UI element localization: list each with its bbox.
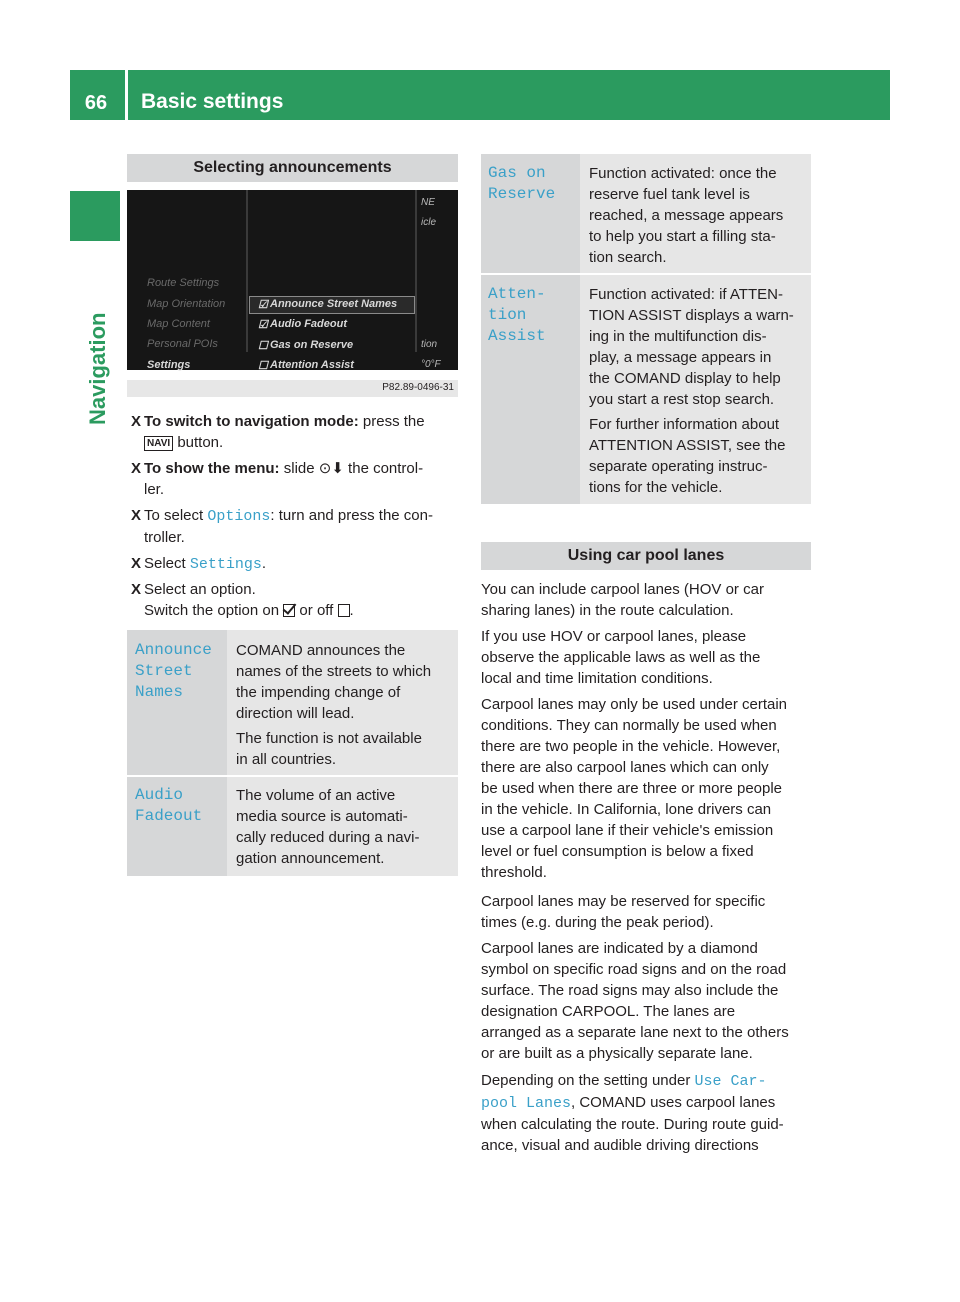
screen-divider-left bbox=[246, 190, 248, 352]
option-key-announce-street-names: Announce Street Names bbox=[135, 641, 212, 701]
table-row-separator bbox=[127, 775, 458, 777]
checkbox-checked-icon bbox=[283, 604, 295, 617]
step-marker-icon: X bbox=[131, 581, 142, 598]
step-marker-icon: X bbox=[131, 507, 142, 524]
screen-menu-item: Map Content bbox=[147, 318, 210, 330]
controller-slide-down-icon: ⊙⬇ bbox=[318, 460, 344, 477]
paragraph: Depending on the setting under Use Car‐ pool Lanes, COMAND uses carpool lanes when calculating the route. During route guid- ance, visual and audible driving directions bbox=[481, 1072, 784, 1154]
step-switch-navigation: X To switch to navigation mode: press the NAVI button. bbox=[131, 413, 425, 451]
section-heading-selecting-announcements: Selecting announcements bbox=[127, 154, 458, 182]
screen-right-fragment: °0°F bbox=[421, 359, 441, 370]
screen-menu-item: Personal POIs bbox=[147, 338, 218, 350]
step-select-option: X Select an option. Switch the option on or off . bbox=[131, 581, 354, 619]
options-menu-term: Options bbox=[207, 508, 271, 525]
step-marker-icon: X bbox=[131, 413, 142, 430]
figure-caption-bar bbox=[127, 380, 458, 397]
page-title: Basic settings bbox=[141, 90, 284, 113]
navi-key-icon: NAVI bbox=[144, 436, 173, 451]
paragraph: You can include carpool lanes (HOV or car sharing lanes) in the route calculation. bbox=[481, 581, 764, 619]
option-desc-announce-street-names: COMAND announces the names of the streets to which the impending change of direction will lead. The function is not available in all countries. bbox=[236, 642, 432, 768]
screen-menu-item: Route Settings bbox=[147, 277, 220, 289]
option-key-gas-on-reserve: Gas on Reserve bbox=[488, 164, 556, 203]
screen-right-fragment: icle bbox=[421, 217, 437, 228]
checkbox-unchecked-icon bbox=[338, 604, 350, 617]
screen-option-checkbox-icon: ☑ bbox=[258, 299, 268, 311]
option-desc-attention-assist: Function activated: if ATTEN- TION ASSIST displays a warn- ing in the multifunction dis- play, a message appears in the COMAND display to help you start a rest stop search. For further information about ATTENTION ASSIST, see the separate operating instruc- tions for the vehicle. bbox=[589, 286, 794, 496]
header-divider bbox=[125, 70, 128, 120]
table-row-separator bbox=[481, 273, 811, 275]
side-section-label: Navigation bbox=[85, 312, 110, 425]
option-key-audio-fadeout: Audio Fadeout bbox=[135, 786, 203, 825]
option-desc-audio-fadeout: The volume of an active media source is automati- cally reduced during a navi- gation announcement. bbox=[236, 787, 420, 867]
screen-option: Attention Assist bbox=[270, 359, 354, 371]
screen-right-fragment: NE bbox=[421, 197, 435, 208]
section-heading-car-pool-lanes: Using car pool lanes bbox=[481, 542, 811, 570]
step-select-options: X To select Options: turn and press the con- troller. bbox=[131, 507, 433, 546]
screen-right-fragment: tion bbox=[421, 339, 438, 350]
step-marker-icon: X bbox=[131, 555, 142, 572]
screen-option-checkbox-icon: ☐ bbox=[258, 360, 268, 372]
option-key-attention-assist: Atten‐ tion Assist bbox=[488, 285, 546, 345]
screen-option: Audio Fadeout bbox=[270, 318, 347, 330]
paragraph: If you use HOV or carpool lanes, please observe the applicable laws as well as the local and time limitation conditions. bbox=[481, 628, 761, 687]
screen-option: Gas on Reserve bbox=[270, 339, 354, 351]
step-show-menu: X To show the menu: slide ⊙⬇ the control- ler. bbox=[131, 460, 424, 498]
page-number: 66 bbox=[84, 92, 108, 114]
paragraph: Carpool lanes may be reserved for specific times (e.g. during the peak period). bbox=[481, 893, 766, 931]
settings-menu-term: Settings bbox=[189, 556, 262, 573]
screen-divider-right bbox=[415, 190, 417, 352]
paragraph: Carpool lanes may only be used under certain conditions. They can normally be used when there are two people in the vehicle. However, there are also carpool lanes which can only be used when there are three or more people in the vehicle. In California, lone drivers can use a carpool lane if their vehicle's emission level or fuel consumption is below a fixed threshold. bbox=[481, 696, 788, 881]
use-carpool-lanes-term: pool Lanes bbox=[481, 1095, 572, 1112]
figure-code: P82.89-0496-31 bbox=[382, 382, 454, 393]
use-carpool-lanes-term: Use Car‐ bbox=[694, 1073, 767, 1090]
paragraph: Carpool lanes are indicated by a diamond symbol on specific road signs and on the road surface. The road signs may also include the designation CARPOOL. The lanes are arranged as a separate lane next to the others or are built as a physically separate lane. bbox=[481, 940, 789, 1062]
option-desc-gas-on-reserve: Function activated: once the reserve fuel tank level is reached, a message appears to help you start a filling sta- tion search. bbox=[589, 165, 784, 266]
screen-option-checkbox-icon: ☑ bbox=[258, 319, 268, 331]
screen-option-checkbox-icon: ☐ bbox=[258, 340, 268, 352]
side-tab-marker bbox=[70, 191, 120, 241]
step-select-settings: X Select Settings. bbox=[131, 555, 267, 573]
screen-menu-item: Map Orientation bbox=[147, 298, 226, 310]
step-marker-icon: X bbox=[131, 460, 142, 477]
screen-option: Announce Street Names bbox=[270, 298, 398, 310]
screen-menu-item-settings: Settings bbox=[147, 359, 191, 371]
